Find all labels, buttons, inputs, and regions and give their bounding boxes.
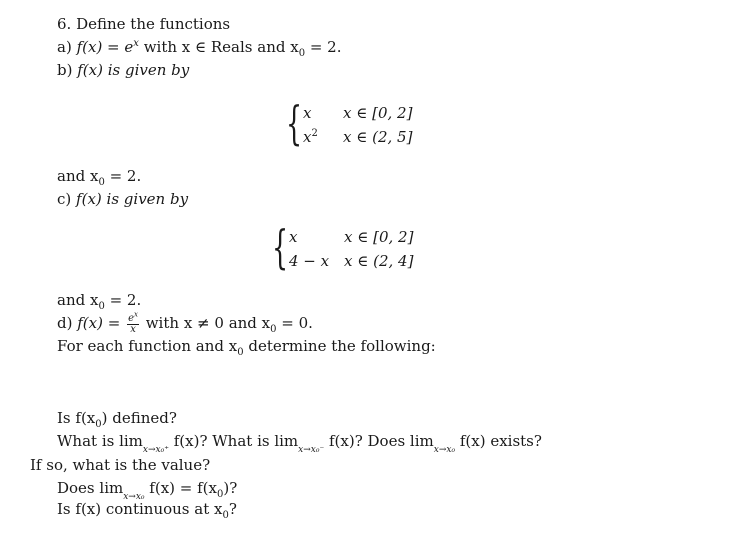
case-b2-domain: x ∈ (2, 5] xyxy=(343,128,413,146)
question-continuous: Is f(x) continuous at $x_0$? xyxy=(57,500,237,521)
part-a: a) $f(x) = e^x$ with x ∈ Reals and $x_0 = 2$. xyxy=(57,38,342,59)
question-equal: Does limx→x₀ $f(x) = f(x_0)$? xyxy=(57,479,238,502)
piecewise-b xyxy=(286,96,416,152)
case-b1-domain: x ∈ [0, 2] xyxy=(343,104,413,122)
piecewise-c xyxy=(272,220,432,276)
part-c-after: and $x_0 = 2$. xyxy=(57,291,142,312)
part-c-intro: c) f(x) is given by xyxy=(57,190,189,208)
case-c2-domain: x ∈ (2, 4] xyxy=(344,252,414,270)
left-brace-icon: { xyxy=(286,96,303,150)
fraction: $\frac{e^x}{x}$ xyxy=(128,310,138,335)
case-c1-expr: x xyxy=(289,228,298,246)
question-limits: What is limx→x₀⁺ f(x)? What is limx→x₀⁻ f(x)? Does limx→x₀ f(x) exists? xyxy=(57,432,542,455)
problem-heading: 6. Define the functions xyxy=(57,15,231,33)
case-b2-expr: $x^2$ xyxy=(303,128,318,146)
part-d: d) f(x) = $\frac{e^x}{x}$ with x ≠ 0 and $x_0 = 0$. xyxy=(57,310,313,335)
case-c1-domain: x ∈ [0, 2] xyxy=(344,228,414,246)
case-c2-expr: 4 − x xyxy=(289,252,330,270)
left-brace-icon: { xyxy=(272,220,289,274)
question-value: If so, what is the value? xyxy=(30,456,211,474)
question-defined: Is $f(x_0)$ defined? xyxy=(57,409,177,430)
case-b1-expr: x xyxy=(303,104,312,122)
instruction: For each function and $x_0$ determine the following: xyxy=(57,337,436,358)
part-b-after: and $x_0 = 2$. xyxy=(57,167,142,188)
part-b-intro: b) f(x) is given by xyxy=(57,61,190,79)
